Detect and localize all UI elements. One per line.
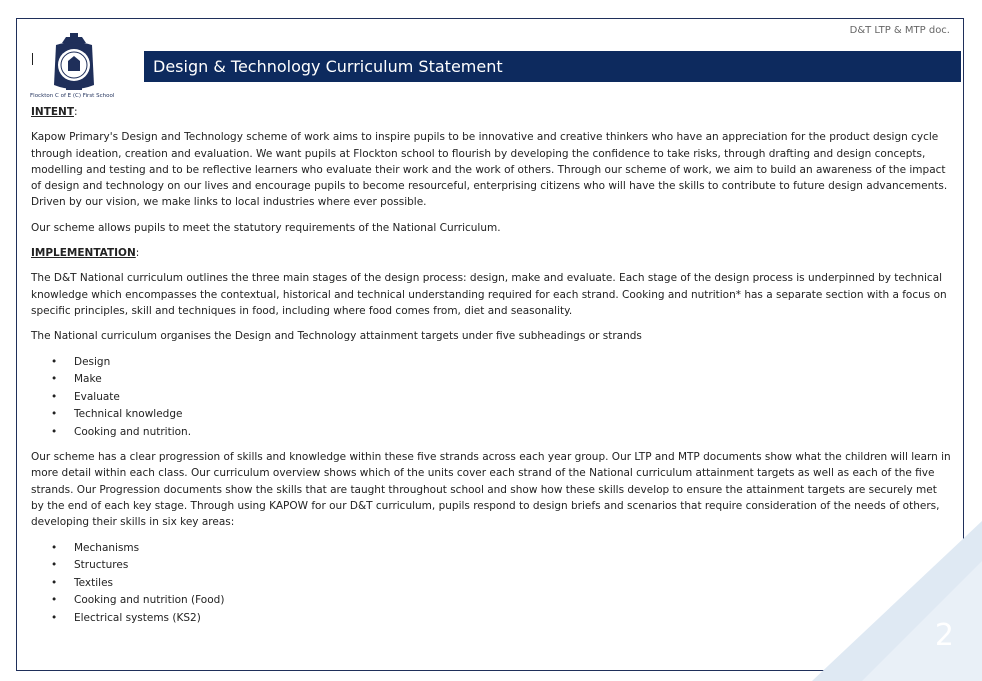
strands-list bbox=[31, 354, 951, 442]
document-label: D&T LTP & MTP doc. bbox=[849, 25, 950, 36]
list-item: • Technical knowledge bbox=[31, 406, 951, 424]
implementation-heading-line: IMPLEMENTATION: bbox=[31, 247, 140, 260]
document-body bbox=[31, 104, 951, 635]
implementation-paragraph: The National curriculum organises the Design and Technology attainment targets under five subheadings or strands bbox=[31, 330, 642, 343]
list-item: • Cooking and nutrition (Food) bbox=[31, 592, 951, 610]
intent-paragraph: Our scheme allows pupils to meet the statutory requirements of the National Curriculum. bbox=[31, 221, 501, 234]
implementation-paragraph: The D&T National curriculum outlines the three main stages of the design process: design, make and evaluate. Each stage of the design process is underpinned by technical knowledge which encompasses the contextual, historical and technical understanding required for each strand. Cooking and nutrition* has a separate section with a focus on specific principles, skill and techniques in food, including where food comes from, diet and seasonality. bbox=[31, 272, 947, 317]
list-item: • Cooking and nutrition. bbox=[31, 424, 951, 442]
page-title: Design & Technology Curriculum Statement bbox=[144, 51, 961, 82]
key-areas-list bbox=[31, 540, 951, 628]
list-item: • Design bbox=[31, 354, 951, 372]
intent-paragraph: Kapow Primary's Design and Technology scheme of work aims to inspire pupils to be innovative and creative thinkers who have an appreciation for the product design cycle through ideation, creation and evaluation. We want pupils at Flockton school to flourish by developing the confidence to take risks, through drafting and design concepts, modelling and testing and to be reflective learners who evaluate their work and the work of others. Through our scheme of work, we aim to build an awareness of the impact of design and technology on our lives and encourage pupils to become resourceful, enterprising citizens who will have the skills to contribute to future design advancements. Driven by our vision, we make links to local industries where ever possible. bbox=[31, 131, 948, 209]
list-item: • Structures bbox=[31, 557, 951, 575]
list-item: • Electrical systems (KS2) bbox=[31, 610, 951, 628]
list-item: • Evaluate bbox=[31, 389, 951, 407]
list-item: • Make bbox=[31, 371, 951, 389]
logo-caption: Flockton C of E (C) First School bbox=[30, 93, 115, 99]
intent-heading: INTENT bbox=[31, 106, 74, 118]
intent-heading-line: INTENT: bbox=[31, 106, 78, 118]
implementation-heading: IMPLEMENTATION bbox=[31, 247, 136, 260]
list-item: • Textiles bbox=[31, 575, 951, 593]
page-number: 2 bbox=[934, 618, 954, 653]
list-item: • Mechanisms bbox=[31, 540, 951, 558]
implementation-paragraph: Our scheme has a clear progression of skills and knowledge within these five strands across each year group. Our LTP and MTP documents show what the children will learn in more detail within each class. Our curriculum overview shows which of the units cover each strand of the National curriculum attainment targets as well as each of the five strands. Our Progression documents show the skills that are taught throughout school and show how these skills develop to ensure the attainment targets are securely met by the end of each key stage. Through using KAPOW for our D&T curriculum, pupils respond to design briefs and scenarios that require consideration of the needs of others, developing their skills in six key areas: bbox=[31, 451, 951, 529]
